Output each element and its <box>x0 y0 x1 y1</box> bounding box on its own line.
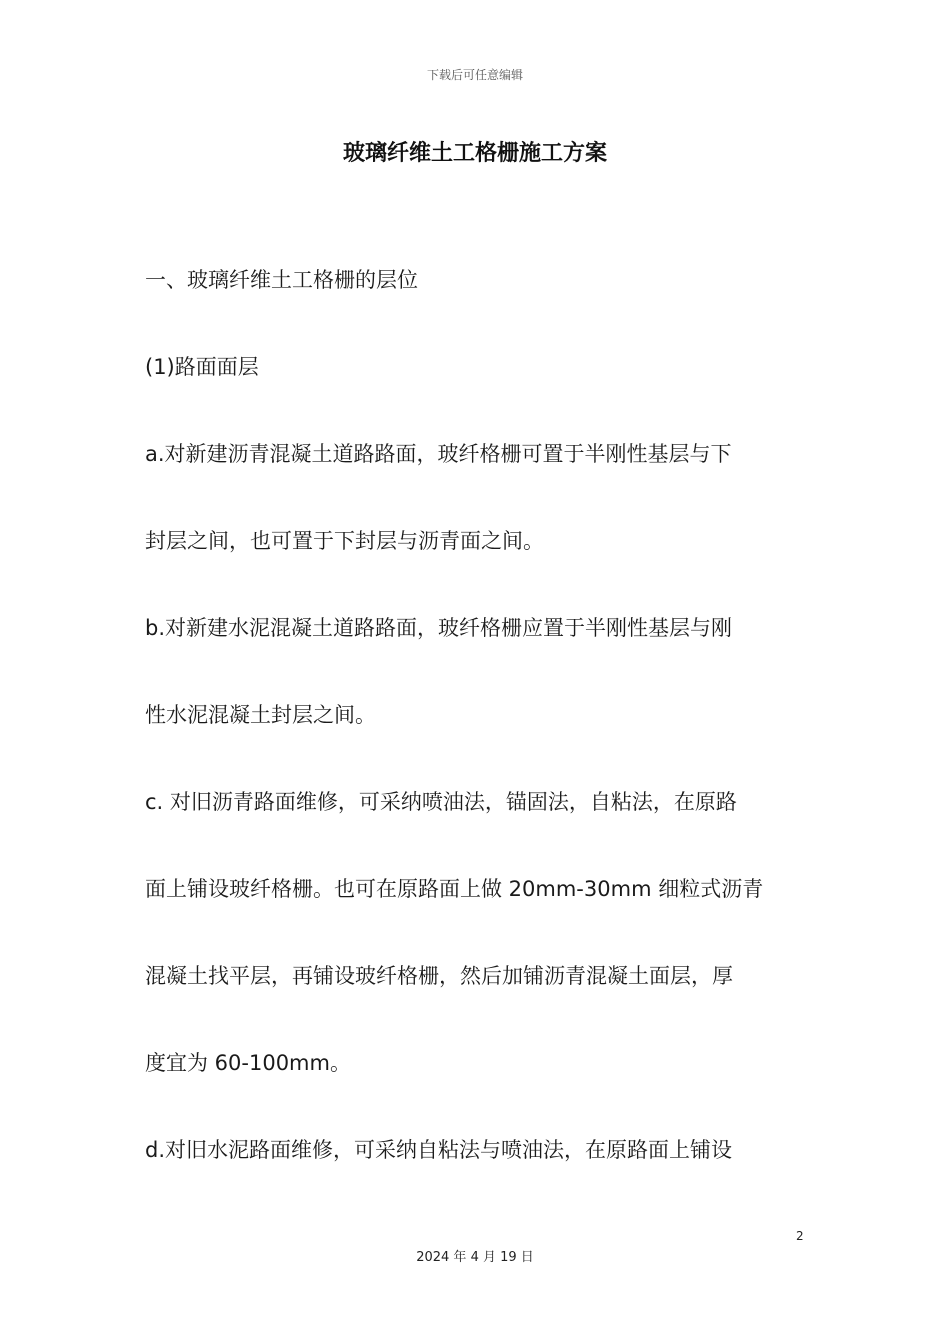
paragraph-line: a.对新建沥青混凝土道路路面，玻纤格栅可置于半刚性基层与下 <box>145 442 732 466</box>
page-number: 2 <box>796 1229 804 1243</box>
subsection-heading: (1)路面面层 <box>145 355 259 379</box>
paragraph-line: d.对旧水泥路面维修，可采纳自粘法与喷油法，在原路面上铺设 <box>145 1138 733 1162</box>
paragraph-line: 度宜为 60-100mm。 <box>145 1051 351 1075</box>
footer-date: 2024 年 4 月 19 日 <box>416 1250 534 1265</box>
document-title: 玻璃纤维土工格栅施工方案 <box>342 141 607 166</box>
paragraph-line: 混凝土找平层，再铺设玻纤格栅，然后加铺沥青混凝土面层，厚 <box>145 964 733 988</box>
paragraph-line: c. 对旧沥青路面维修，可采纳喷油法，锚固法，自粘法，在原路 <box>145 790 737 814</box>
paragraph-line: 封层之间，也可置于下封层与沥青面之间。 <box>145 529 544 553</box>
paragraph-line: b.对新建水泥混凝土道路路面，玻纤格栅应置于半刚性基层与刚 <box>145 616 733 640</box>
paragraph-line: 性水泥混凝土封层之间。 <box>145 703 376 727</box>
section-heading: 一、玻璃纤维土工格栅的层位 <box>145 268 418 292</box>
header-note: 下载后可任意编辑 <box>426 68 523 82</box>
paragraph-line: 面上铺设玻纤格栅。也可在原路面上做 20mm-30mm 细粒式沥青 <box>145 877 764 901</box>
